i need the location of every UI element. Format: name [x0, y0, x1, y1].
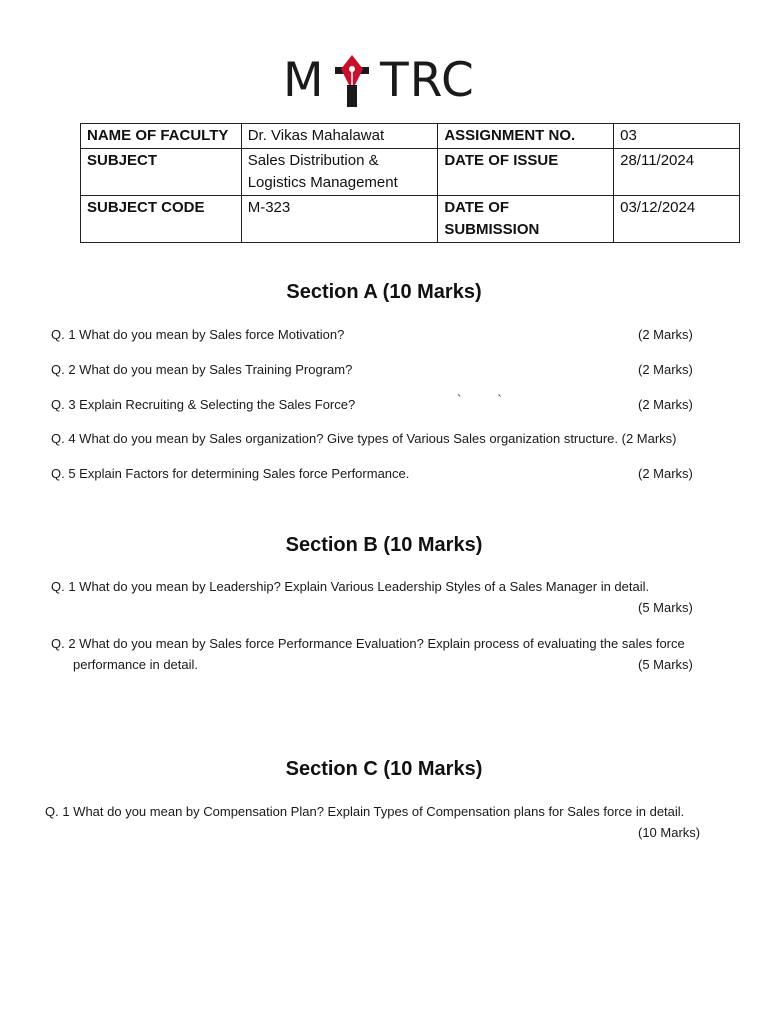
faculty-label: NAME OF FACULTY	[81, 124, 242, 149]
stray-tick-marks: ` `	[457, 392, 502, 407]
section-a-question-1-marks: (2 Marks)	[638, 327, 693, 342]
section-b-question-2: Q. 2 What do you mean by Sales force Performance Evaluation? Explain process of evaluating the sales force	[51, 636, 685, 651]
section-a-question-5-marks: (2 Marks)	[638, 466, 693, 481]
section-a-question-3: Q. 3 Explain Recruiting & Selecting the Sales Force?	[51, 397, 356, 412]
subject-value-line1: Sales Distribution &	[247, 152, 379, 169]
faculty-value: Dr. Vikas Mahalawat	[241, 124, 438, 149]
date-of-issue-value: 28/11/2024	[614, 149, 740, 196]
section-a-question-3-marks: (2 Marks)	[638, 397, 693, 412]
subject-code-value: M-323	[241, 196, 438, 243]
table-row	[81, 149, 740, 196]
date-of-submission-label: DATE OF SUBMISSION	[438, 196, 614, 243]
section-c-question-1-marks: (10 Marks)	[638, 825, 701, 840]
section-a-question-5: Q. 5 Explain Factors for determining Sales force Performance.	[51, 466, 410, 481]
section-a-question-4: Q. 4 What do you mean by Sales organization? Give types of Various Sales organization structure. (2 Marks)	[51, 431, 677, 446]
section-a-question-1: Q. 1 What do you mean by Sales force Motivation?	[51, 327, 345, 342]
date-of-submission-value: 03/12/2024	[614, 196, 740, 243]
section-b-title: Section B (10 Marks)	[285, 534, 483, 556]
assignment-no-label: ASSIGNMENT NO.	[438, 124, 614, 149]
logo-letter-m: M	[283, 53, 325, 108]
section-b-question-1-marks: (5 Marks)	[638, 600, 693, 615]
logo-letters-trc: TRC	[380, 53, 475, 108]
pen-nib-logo-icon	[331, 55, 375, 109]
section-c-question-1: Q. 1 What do you mean by Compensation Plan? Explain Types of Compensation plans for Sales force in detail.	[45, 804, 685, 819]
date-of-issue-label: DATE OF ISSUE	[438, 149, 614, 196]
subject-code-label: SUBJECT CODE	[81, 196, 242, 243]
assignment-no-value: 03	[614, 124, 740, 149]
section-b-question-2-line2: performance in detail.	[73, 657, 199, 672]
table-row	[81, 124, 740, 149]
subject-value-line2: Logistics Management	[247, 174, 398, 191]
section-c-title: Section C (10 Marks)	[285, 758, 483, 780]
section-b-question-2-marks: (5 Marks)	[638, 657, 693, 672]
section-a-question-2: Q. 2 What do you mean by Sales Training Program?	[51, 362, 353, 377]
subject-label: SUBJECT	[81, 149, 242, 196]
assignment-info-table	[80, 123, 740, 243]
section-a-title: Section A (10 Marks)	[286, 281, 482, 303]
institute-logo	[283, 55, 488, 110]
section-a-question-2-marks: (2 Marks)	[638, 362, 693, 377]
subject-value	[241, 149, 438, 196]
table-row	[81, 196, 740, 243]
section-b-question-1: Q. 1 What do you mean by Leadership? Explain Various Leadership Styles of a Sales Manager in detail.	[51, 579, 650, 594]
